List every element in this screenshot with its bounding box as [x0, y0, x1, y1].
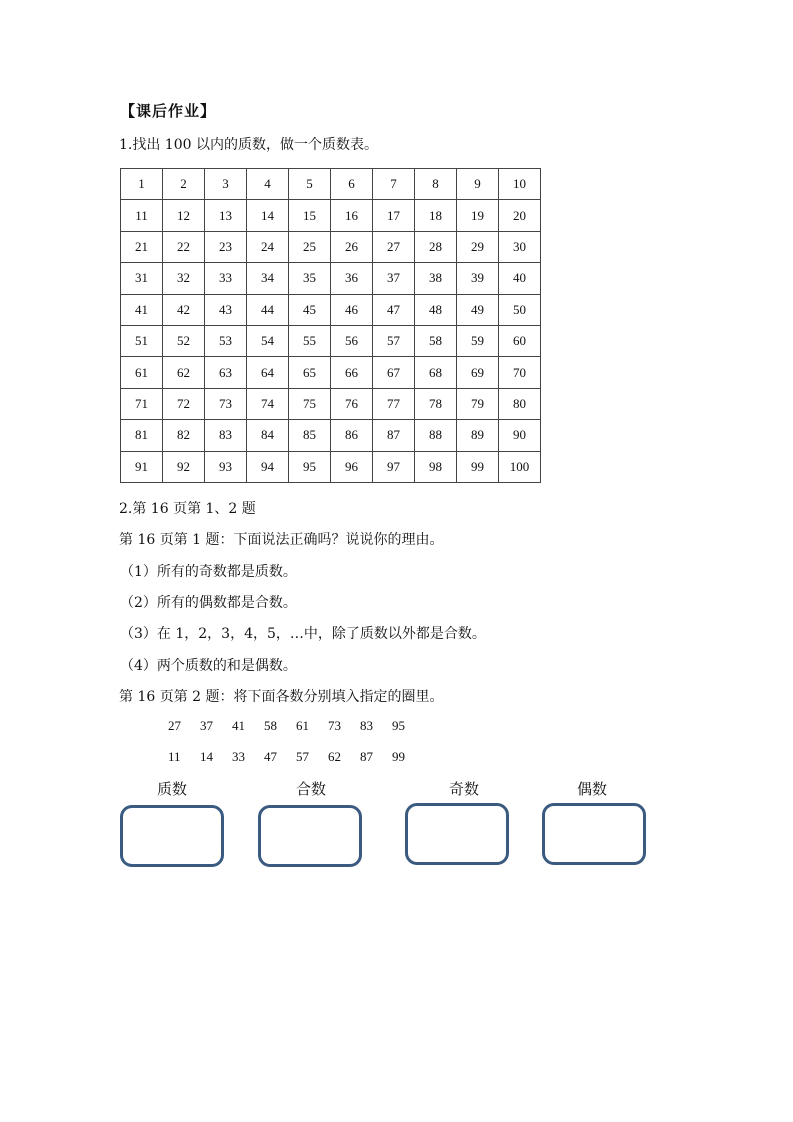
number-item: 47 [264, 749, 277, 764]
grid-row [121, 357, 541, 388]
grid-cell: 27 [373, 231, 415, 262]
grid-cell: 98 [415, 451, 457, 482]
grid-cell: 19 [457, 200, 499, 231]
grid-cell: 29 [457, 231, 499, 262]
number-item: 58 [264, 718, 277, 733]
grid-cell: 48 [415, 294, 457, 325]
grid-cell: 64 [247, 357, 289, 388]
grid-row [121, 451, 541, 482]
grid-cell: 54 [247, 325, 289, 356]
statement-2: （2）所有的偶数都是合数。 [120, 595, 297, 611]
grid-row [121, 325, 541, 356]
grid-row [121, 169, 541, 200]
number-item: 87 [360, 749, 373, 764]
grid-cell: 63 [205, 357, 247, 388]
grid-cell: 93 [205, 451, 247, 482]
grid-row [121, 200, 541, 231]
grid-cell: 84 [247, 420, 289, 451]
number-item: 37 [200, 718, 213, 733]
statement-3: （3）在 1，2，3，4，5，…中，除了质数以外都是合数。 [120, 626, 486, 642]
number-item: 27 [168, 718, 181, 733]
grid-cell: 96 [331, 451, 373, 482]
grid-cell: 73 [205, 388, 247, 419]
grid-cell: 41 [121, 294, 163, 325]
grid-cell: 94 [247, 451, 289, 482]
grid-cell: 87 [373, 420, 415, 451]
grid-cell: 52 [163, 325, 205, 356]
grid-cell: 66 [331, 357, 373, 388]
grid-cell: 36 [331, 263, 373, 294]
grid-cell: 89 [457, 420, 499, 451]
grid-cell: 32 [163, 263, 205, 294]
grid-cell: 55 [289, 325, 331, 356]
grid-cell: 17 [373, 200, 415, 231]
grid-row [121, 231, 541, 262]
grid-cell: 37 [373, 263, 415, 294]
grid-cell: 20 [499, 200, 541, 231]
grid-cell: 33 [205, 263, 247, 294]
grid-cell: 45 [289, 294, 331, 325]
grid-cell: 71 [121, 388, 163, 419]
grid-cell: 90 [499, 420, 541, 451]
grid-cell: 23 [205, 231, 247, 262]
homework-heading: 【课后作业】 [120, 102, 217, 120]
label-even: 偶数 [576, 780, 607, 798]
grid-cell: 22 [163, 231, 205, 262]
grid-cell: 50 [499, 294, 541, 325]
grid-cell: 97 [373, 451, 415, 482]
grid-cell: 18 [415, 200, 457, 231]
grid-cell: 44 [247, 294, 289, 325]
grid-cell: 77 [373, 388, 415, 419]
grid-cell: 10 [499, 169, 541, 200]
grid-cell: 65 [289, 357, 331, 388]
grid-cell: 62 [163, 357, 205, 388]
grid-cell: 21 [121, 231, 163, 262]
grid-cell: 92 [163, 451, 205, 482]
statement-4: （4）两个质数的和是偶数。 [120, 658, 297, 674]
grid-cell: 31 [121, 263, 163, 294]
page16-question-1: 第 16 页第 1 题：下面说法正确吗？说说你的理由。 [119, 532, 444, 548]
grid-cell: 58 [415, 325, 457, 356]
question-2: 2.第 16 页第 1、2 题 [119, 501, 256, 517]
number-item: 61 [296, 718, 309, 733]
grid-cell: 60 [499, 325, 541, 356]
grid-cell: 99 [457, 451, 499, 482]
number-item: 62 [328, 749, 341, 764]
grid-cell: 86 [331, 420, 373, 451]
prime-answer-box[interactable] [120, 805, 224, 867]
grid-cell: 69 [457, 357, 499, 388]
grid-cell: 7 [373, 169, 415, 200]
grid-cell: 30 [499, 231, 541, 262]
number-item: 11 [168, 749, 181, 764]
label-prime: 质数 [156, 780, 187, 798]
grid-row [121, 388, 541, 419]
grid-cell: 49 [457, 294, 499, 325]
label-odd: 奇数 [448, 780, 479, 798]
grid-cell: 85 [289, 420, 331, 451]
grid-cell: 70 [499, 357, 541, 388]
grid-cell: 1 [121, 169, 163, 200]
hundred-chart [120, 168, 541, 483]
grid-cell: 47 [373, 294, 415, 325]
number-item: 83 [360, 718, 373, 733]
grid-cell: 43 [205, 294, 247, 325]
grid-cell: 5 [289, 169, 331, 200]
grid-cell: 72 [163, 388, 205, 419]
grid-cell: 3 [205, 169, 247, 200]
grid-cell: 61 [121, 357, 163, 388]
grid-cell: 11 [121, 200, 163, 231]
grid-row [121, 420, 541, 451]
number-item: 99 [392, 749, 405, 764]
grid-cell: 78 [415, 388, 457, 419]
grid-cell: 40 [499, 263, 541, 294]
even-answer-box[interactable] [542, 803, 646, 865]
grid-row [121, 294, 541, 325]
grid-cell: 15 [289, 200, 331, 231]
grid-cell: 95 [289, 451, 331, 482]
grid-cell: 51 [121, 325, 163, 356]
number-item: 73 [328, 718, 341, 733]
number-item: 33 [232, 749, 245, 764]
grid-cell: 57 [373, 325, 415, 356]
number-item: 57 [296, 749, 309, 764]
grid-cell: 74 [247, 388, 289, 419]
grid-cell: 35 [289, 263, 331, 294]
grid-row [121, 263, 541, 294]
grid-cell: 67 [373, 357, 415, 388]
grid-cell: 2 [163, 169, 205, 200]
grid-cell: 83 [205, 420, 247, 451]
question-1: 1.找出 100 以内的质数，做一个质数表。 [119, 137, 378, 153]
number-item: 41 [232, 718, 245, 733]
grid-cell: 46 [331, 294, 373, 325]
grid-cell: 4 [247, 169, 289, 200]
grid-cell: 79 [457, 388, 499, 419]
number-item: 14 [200, 749, 213, 764]
page16-question-2: 第 16 页第 2 题：将下面各数分别填入指定的圈里。 [119, 689, 444, 705]
grid-cell: 91 [121, 451, 163, 482]
grid-cell: 80 [499, 388, 541, 419]
grid-cell: 59 [457, 325, 499, 356]
label-composite: 合数 [295, 780, 326, 798]
grid-cell: 53 [205, 325, 247, 356]
grid-cell: 68 [415, 357, 457, 388]
grid-cell: 82 [163, 420, 205, 451]
grid-cell: 26 [331, 231, 373, 262]
grid-cell: 24 [247, 231, 289, 262]
grid-cell: 38 [415, 263, 457, 294]
grid-cell: 39 [457, 263, 499, 294]
number-item: 95 [392, 718, 405, 733]
number-row-2 [168, 749, 424, 765]
grid-cell: 42 [163, 294, 205, 325]
grid-cell: 16 [331, 200, 373, 231]
grid-cell: 81 [121, 420, 163, 451]
grid-cell: 28 [415, 231, 457, 262]
grid-cell: 6 [331, 169, 373, 200]
grid-cell: 56 [331, 325, 373, 356]
statement-1: （1）所有的奇数都是质数。 [120, 564, 297, 580]
grid-cell: 8 [415, 169, 457, 200]
composite-answer-box[interactable] [258, 805, 362, 867]
grid-cell: 100 [499, 451, 541, 482]
grid-cell: 76 [331, 388, 373, 419]
grid-cell: 25 [289, 231, 331, 262]
grid-cell: 13 [205, 200, 247, 231]
grid-cell: 14 [247, 200, 289, 231]
odd-answer-box[interactable] [405, 803, 509, 865]
number-row-1 [168, 718, 424, 734]
grid-cell: 34 [247, 263, 289, 294]
grid-cell: 9 [457, 169, 499, 200]
grid-cell: 88 [415, 420, 457, 451]
grid-cell: 75 [289, 388, 331, 419]
grid-cell: 12 [163, 200, 205, 231]
